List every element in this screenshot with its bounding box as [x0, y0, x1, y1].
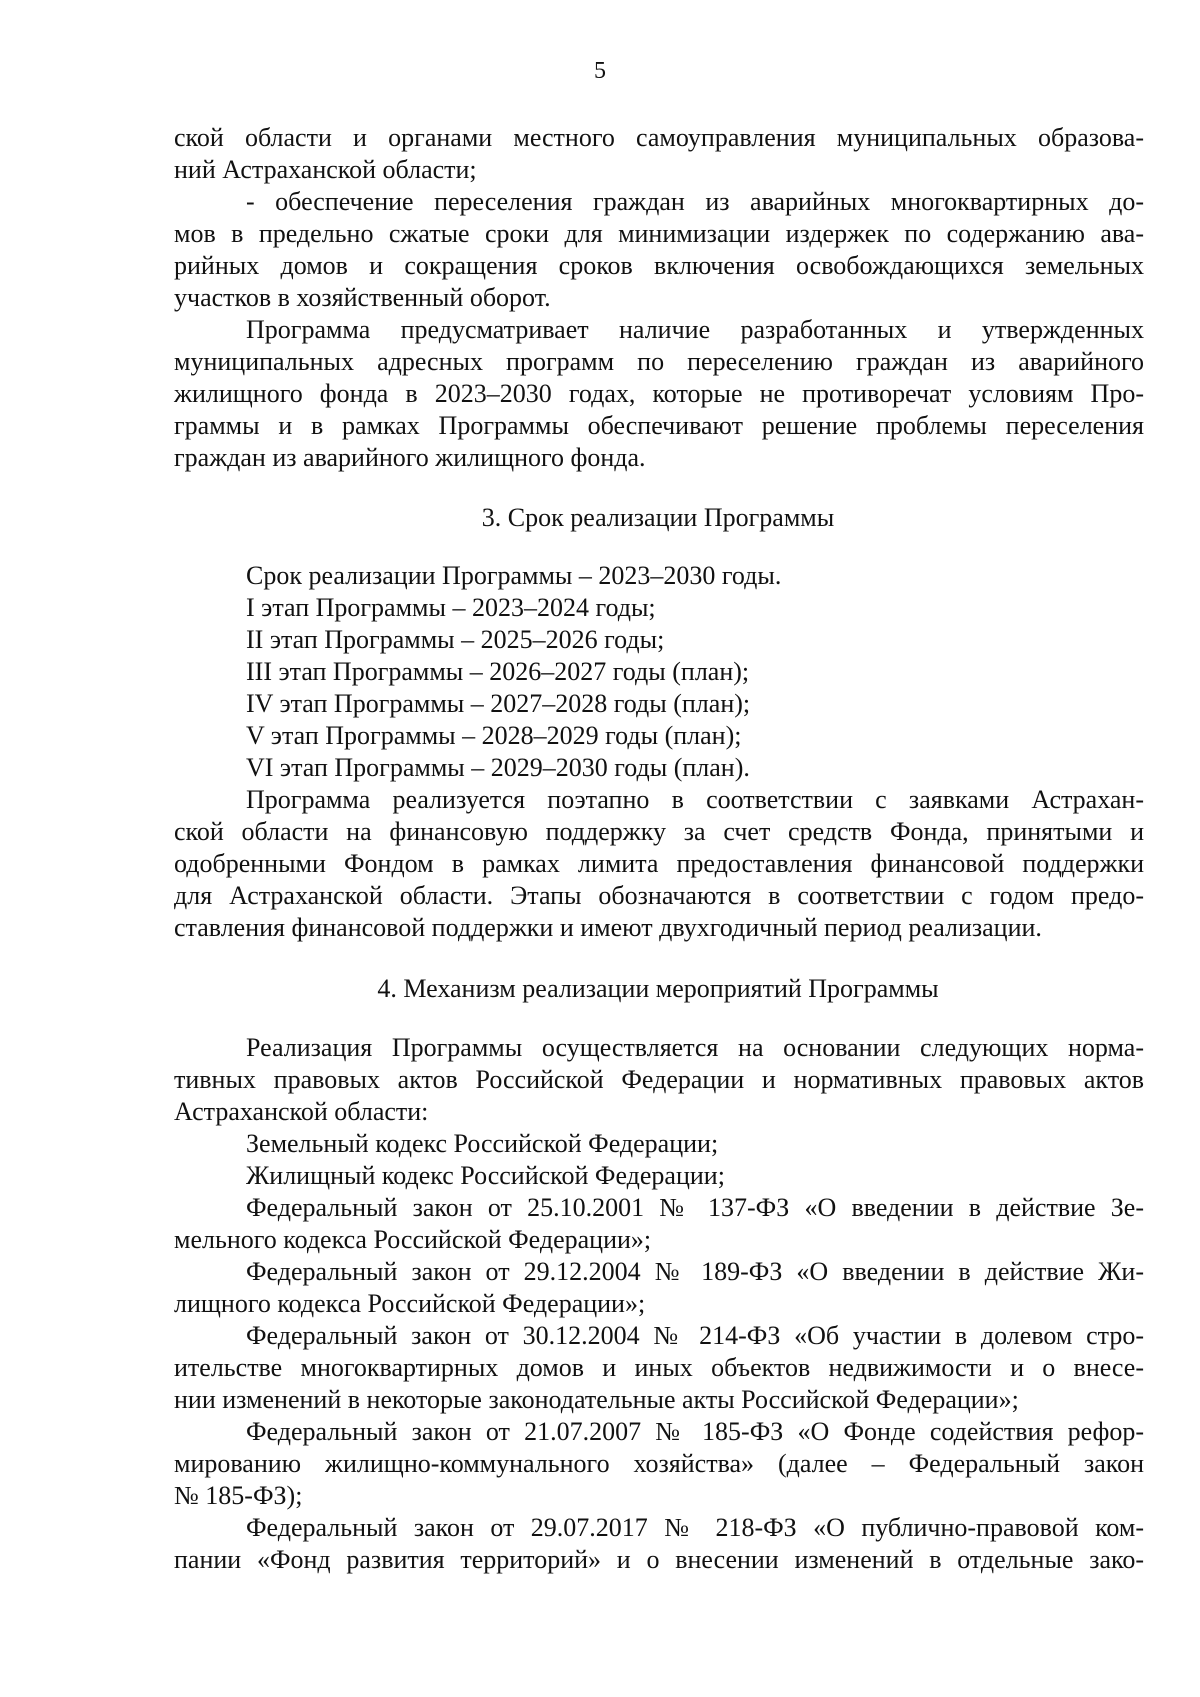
paragraph-line: рийных домов и сокращения сроков включения освобождающихся земельных: [174, 251, 1144, 280]
stage-line: VI этап Программы – 2029–2030 годы (план).: [246, 753, 750, 782]
law-line: мельного кодекса Российской Федерации»;: [174, 1225, 652, 1254]
paragraph-line: ставления финансовой поддержки и имеют двухгодичный период реализации.: [174, 913, 1042, 942]
law-line: Федеральный закон от 29.12.2004 № 189-ФЗ «О введении в действие Жи-: [246, 1257, 1144, 1286]
paragraph-line: жилищного фонда в 2023–2030 годах, которые не противоречат условиям Про-: [174, 379, 1144, 408]
paragraph-line: граждан из аварийного жилищного фонда.: [174, 443, 646, 472]
stage-line: II этап Программы – 2025–2026 годы;: [246, 625, 665, 654]
law-line: пании «Фонд развития территорий» и о внесении изменений в отдельные зако-: [174, 1545, 1144, 1574]
paragraph-line: - обеспечение переселения граждан из аварийных многоквартирных до-: [246, 187, 1144, 216]
stage-line: IV этап Программы – 2027–2028 годы (план);: [246, 689, 751, 718]
stage-line: V этап Программы – 2028–2029 годы (план);: [246, 721, 742, 750]
paragraph-line: для Астраханской области. Этапы обозначаются в соответствии с годом предо-: [174, 881, 1144, 910]
law-line: Федеральный закон от 21.07.2007 № 185-ФЗ «О Фонде содействия рефор-: [246, 1417, 1144, 1446]
law-line: мированию жилищно-коммунального хозяйства» (далее – Федеральный закон: [174, 1449, 1144, 1478]
paragraph-line: мов в предельно сжатые сроки для минимизации издержек по содержанию ава-: [174, 219, 1144, 248]
law-line: ительстве многоквартирных домов и иных объектов недвижимости и о внесе-: [174, 1353, 1144, 1382]
section-heading: 3. Срок реализации Программы: [481, 503, 835, 532]
paragraph-line: ской области на финансовую поддержку за счет средств Фонда, принятыми и: [174, 817, 1144, 846]
paragraph-line: Реализация Программы осуществляется на основании следующих норма-: [246, 1033, 1144, 1062]
code-line: Земельный кодекс Российской Федерации;: [246, 1129, 719, 1158]
law-line: Федеральный закон от 30.12.2004 № 214-ФЗ «Об участии в долевом стро-: [246, 1321, 1144, 1350]
law-line: лищного кодекса Российской Федерации»;: [174, 1289, 646, 1318]
code-line: Жилищный кодекс Российской Федерации;: [246, 1161, 725, 1190]
stage-line: I этап Программы – 2023–2024 годы;: [246, 593, 656, 622]
stage-line: III этап Программы – 2026–2027 годы (план);: [246, 657, 750, 686]
paragraph-line: ской области и органами местного самоуправления муниципальных образова-: [174, 123, 1144, 152]
law-line: Федеральный закон от 29.07.2017 № 218-ФЗ «О публично-правовой ком-: [246, 1513, 1144, 1542]
paragraph-line: одобренными Фондом в рамках лимита предоставления финансовой поддержки: [174, 849, 1144, 878]
paragraph-line: тивных правовых актов Российской Федерации и нормативных правовых актов: [174, 1065, 1144, 1094]
page-number: 5: [594, 58, 606, 84]
law-line: Федеральный закон от 25.10.2001 № 137-ФЗ «О введении в действие Зе-: [246, 1193, 1144, 1222]
paragraph-line: Программа реализуется поэтапно в соответствии с заявками Астрахан-: [246, 785, 1144, 814]
paragraph-line: ний Астраханской области;: [174, 155, 477, 184]
paragraph-line: участков в хозяйственный оборот.: [174, 283, 551, 312]
law-line: № 185-ФЗ);: [174, 1481, 303, 1510]
section-heading: 4. Механизм реализации мероприятий Программы: [377, 974, 939, 1003]
paragraph-line: муниципальных адресных программ по переселению граждан из аварийного: [174, 347, 1144, 376]
paragraph-line: Астраханской области:: [174, 1097, 429, 1126]
stage-line: Срок реализации Программы – 2023–2030 годы.: [246, 561, 782, 590]
law-line: нии изменений в некоторые законодательные акты Российской Федерации»;: [174, 1385, 1019, 1414]
paragraph-line: граммы и в рамках Программы обеспечивают решение проблемы переселения: [174, 411, 1144, 440]
paragraph-line: Программа предусматривает наличие разработанных и утвержденных: [246, 315, 1144, 344]
